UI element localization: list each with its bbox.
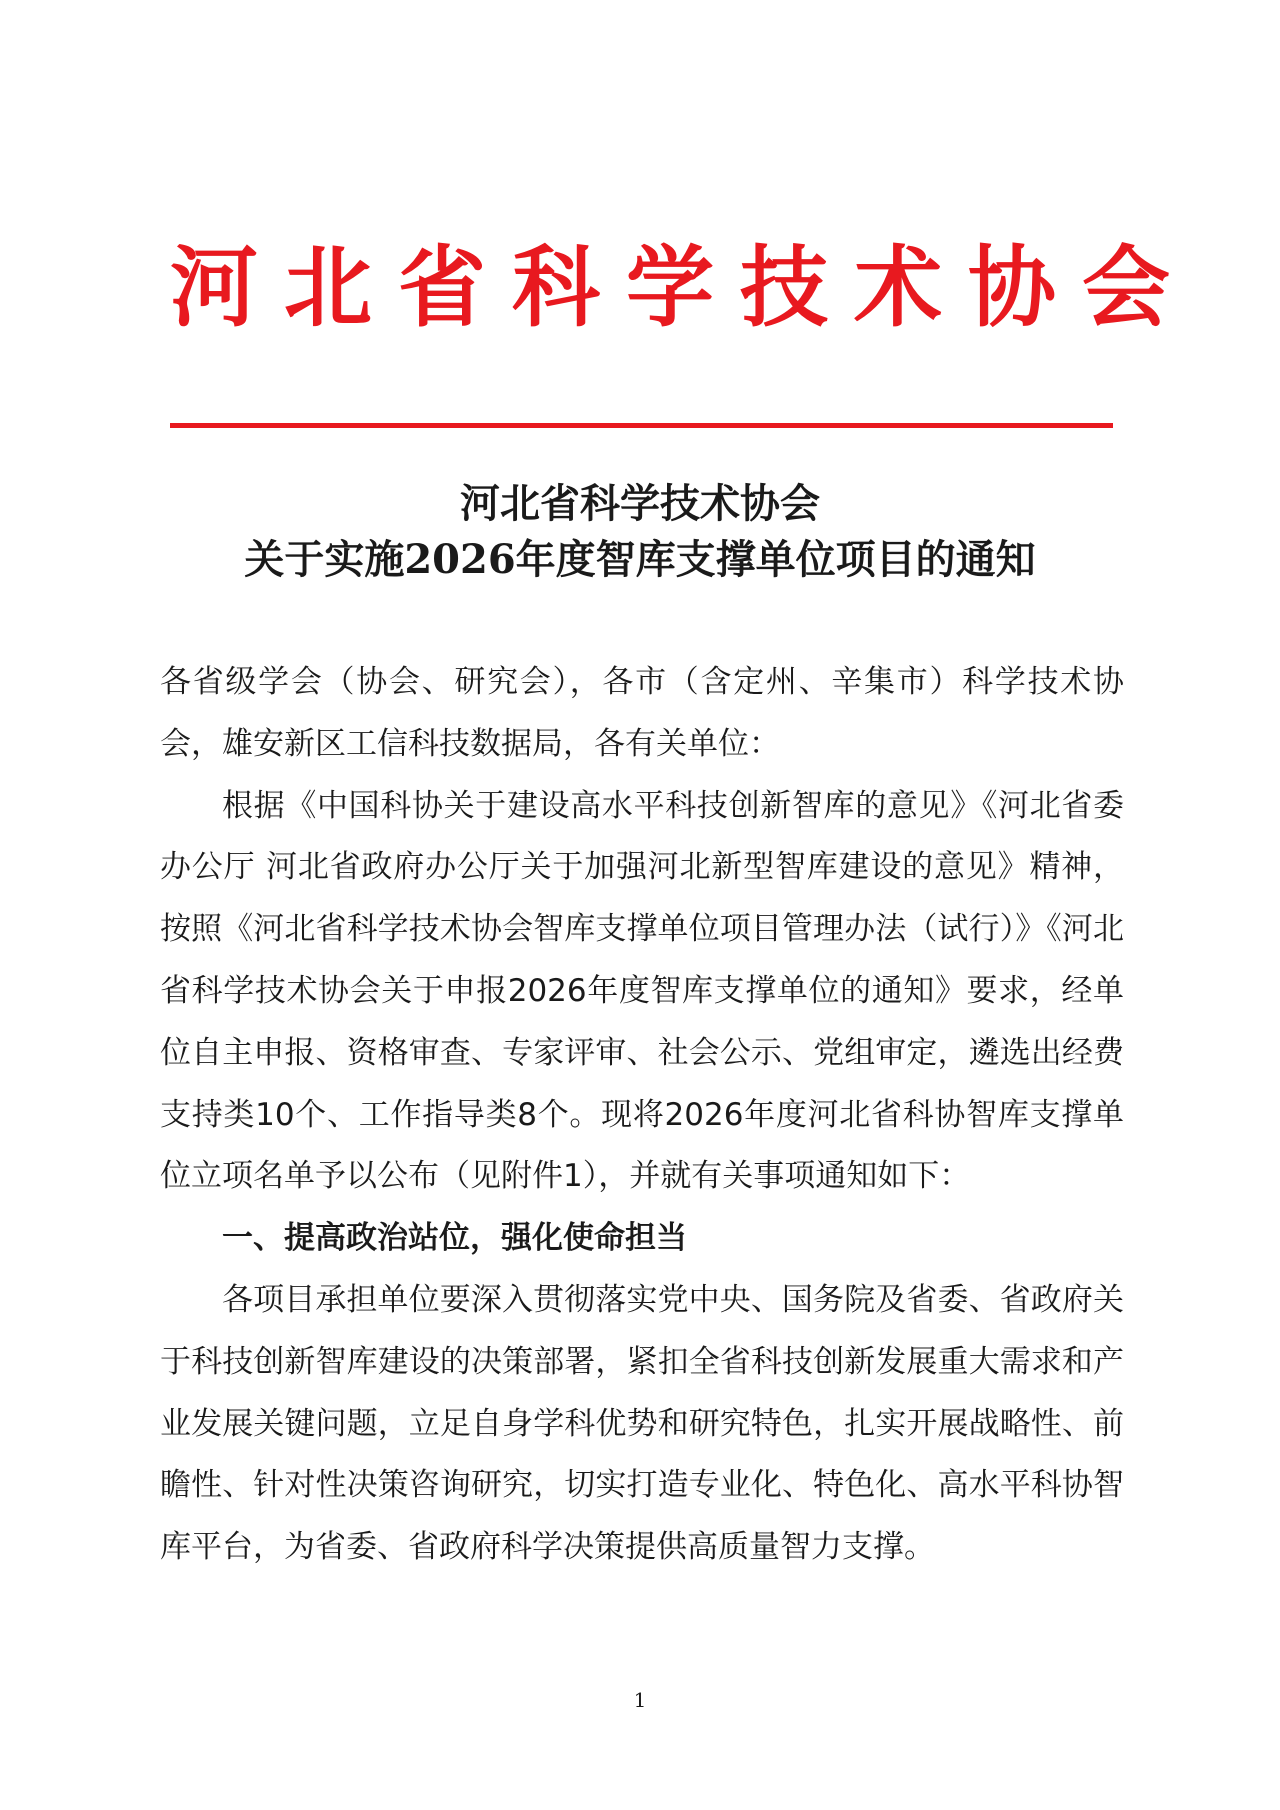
section-heading-1: 一、提高政治站位，强化使命担当 [222, 1220, 687, 1257]
body-paragraph-2: 各项目承担单位要深入贯彻落实党中央、国务院及省委、省政府关于科技创新智库建设的决策部署，紧扣全省科技创新发展重大需求和产业发展关键问题，立足自身学科优势和研究特色，扎实开展战略性、前瞻性、针对性决策咨询研究，切实打造专业化、特色化、高水平科协智库平台，为省委、省政府科学决策提供高质量智力支撑。 [160, 1281, 1124, 1566]
letterhead-organization: 河北省科学技术协会 [170, 235, 1197, 339]
addressee: 各省级学会（协会、研究会），各市（含定州、辛集市）科学技术协会，雄安新区工信科技数据局，各有关单位： [160, 664, 1124, 762]
letterhead-red-rule [170, 423, 1113, 428]
document-title-line-1: 河北省科学技术协会 [460, 480, 820, 527]
body-paragraph-1: 根据《中国科协关于建设高水平科技创新智库的意见》《河北省委办公厅 河北省政府办公厅关于加强河北新型智库建设的意见》精神，按照《河北省科学技术协会智库支撑单位项目管理办法（试行）》《河北省科学技术协会关于申报2026年度智库支撑单位的通知》要求，经单位自主申报、资格审查、专家评审、社会公示、党组审定，遴选出经费支持类10个、工作指导类8个。现将2026年度河北省科协智库支撑单位立项名单予以公布（见附件1），并就有关事项通知如下： [160, 787, 1124, 1195]
document-body [160, 652, 1124, 1579]
page-number: 1 [633, 1688, 647, 1712]
document-title-line-2: 关于实施2026年度智库支撑单位项目的通知 [244, 536, 1036, 583]
